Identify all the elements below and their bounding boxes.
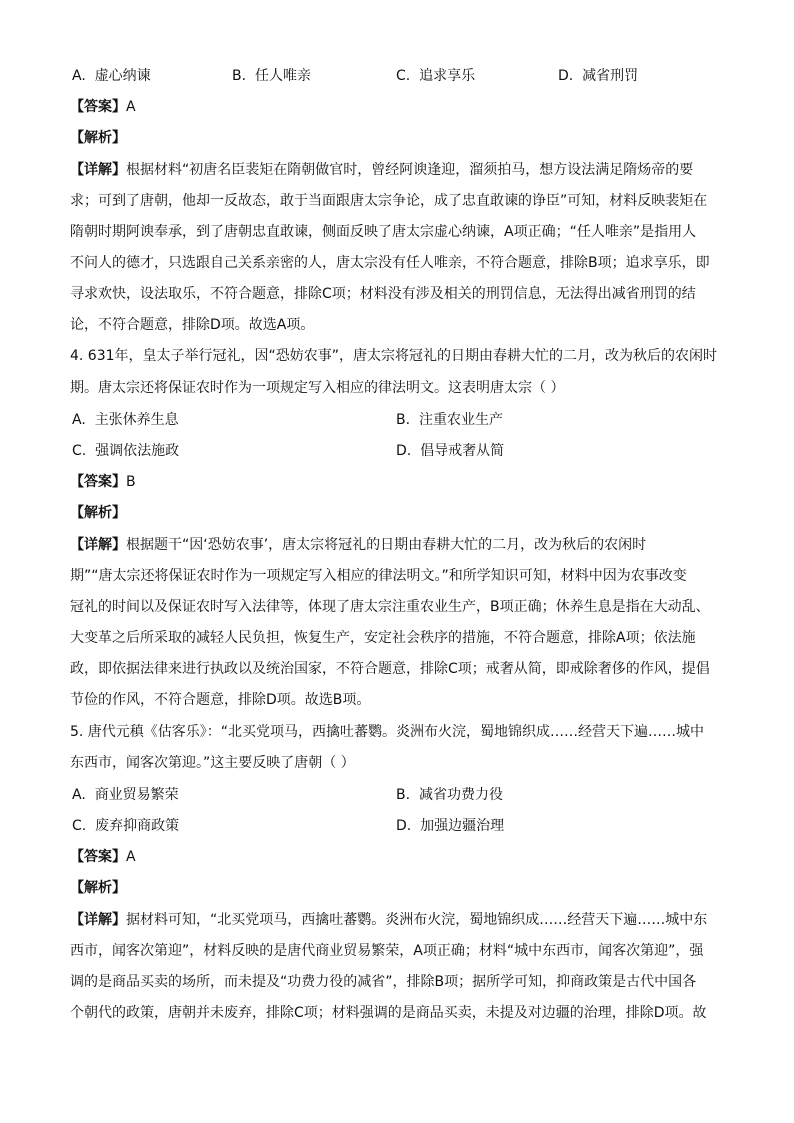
q3-detail-line-6: 论，不符合题意，排除D项。故选A项。 xyxy=(70,317,315,333)
option-letter: B. xyxy=(396,787,411,803)
detail-label: 【详解】 xyxy=(70,162,126,178)
q5-option-d xyxy=(396,816,504,836)
q4-analysis-label xyxy=(70,503,730,523)
q3-detail-line-3: 隋朝时期阿谀奉承，到了唐朝忠直敢谏，侧面反映了唐太宗虚心纳谏，A项正确；“任人唯亲”是指用人 xyxy=(70,224,697,240)
option-letter: C. xyxy=(396,68,411,84)
option-text: 注重农业生产 xyxy=(418,412,503,428)
q3-analysis-label xyxy=(70,128,730,148)
detail-text: 据材料可知，“北买党项马，西擒吐蕃鹦。炎洲布火浣，蜀地锦织成……经营天下遍……城中东 xyxy=(126,912,708,928)
answer-label: 【答案】 xyxy=(70,849,126,865)
q4-option-c xyxy=(72,441,179,461)
option-letter: B. xyxy=(396,412,411,428)
option-text: 强调依法施政 xyxy=(95,443,180,459)
q5-detail-line-3: 调的是商品买卖的场所，而未提及“功费力役的减省”，排除B项；据所学可知，抑商政策是古代中国各 xyxy=(70,974,697,990)
option-text: 虚心纳谏 xyxy=(94,68,151,84)
answer-label: 【答案】 xyxy=(70,99,126,115)
detail-label: 【详解】 xyxy=(70,537,126,553)
q4-detail-line-3: 冠礼的时间以及保证农时写入法律等，体现了唐太宗注重农业生产，B项正确；休养生息是指在大动乱、 xyxy=(70,599,710,615)
q3-option-c xyxy=(396,66,475,86)
q5-detail-line-2: 西市，闻客次第迎”，材料反映的是唐代商业贸易繁荣，A项正确；材料“城中东西市，闻客次第迎”，强 xyxy=(70,943,704,959)
option-letter: B. xyxy=(232,68,247,84)
detail-text: 根据题干“因‘恐妨农事’，唐太宗将冠礼的日期由春耕大忙的二月，改为秋后的农闲时 xyxy=(126,537,647,553)
q4-answer xyxy=(70,472,730,492)
option-text: 商业贸易繁荣 xyxy=(94,787,179,803)
q3-option-a xyxy=(72,66,151,86)
option-letter: D. xyxy=(396,443,412,459)
q5-detail-line-1 xyxy=(70,910,730,930)
q4-option-d xyxy=(396,441,504,461)
option-text: 主张休养生息 xyxy=(94,412,179,428)
answer-label: 【答案】 xyxy=(70,474,126,490)
analysis-label: 【解析】 xyxy=(70,880,126,896)
analysis-label: 【解析】 xyxy=(70,130,126,146)
option-letter: C. xyxy=(72,443,87,459)
option-letter: A. xyxy=(72,787,86,803)
q3-option-d xyxy=(558,66,638,86)
q5-option-b xyxy=(396,785,503,805)
option-letter: D. xyxy=(396,818,412,834)
q5-answer xyxy=(70,847,730,867)
answer-value: A xyxy=(126,849,136,865)
q4-detail-line-6: 节俭的作风，不符合题意，排除D项。故选B项。 xyxy=(70,692,371,708)
option-text: 加强边疆治理 xyxy=(420,818,505,834)
q4-detail-line-5: 政，即依据法律来进行执政以及统治国家，不符合题意，排除C项；戒奢从简，即戒除奢侈的作风，提倡 xyxy=(70,661,710,677)
option-letter: C. xyxy=(72,818,87,834)
option-text: 减省刑罚 xyxy=(582,68,639,84)
analysis-label: 【解析】 xyxy=(70,505,126,521)
q5-analysis-label xyxy=(70,878,730,898)
q3-detail-line-2: 求；可到了唐朝，他却一反故态，敢于当面跟唐太宗争论，成了忠直敢谏的诤臣”可知，材料反映裴矩在 xyxy=(70,193,708,209)
detail-label: 【详解】 xyxy=(70,912,126,928)
q5-detail-line-4: 个朝代的政策，唐朝并未废弃，排除C项；材料强调的是商品买卖，未提及对边疆的治理，排除D项。故 xyxy=(70,1005,707,1021)
q4-stem-line-2: 期。唐太宗还将保证农时作为一项规定写入相应的律法明文。这表明唐太宗（ ） xyxy=(70,380,565,396)
option-text: 减省功费力役 xyxy=(418,787,503,803)
q3-detail-line-1 xyxy=(70,160,730,180)
q5-option-c xyxy=(72,816,179,836)
option-text: 任人唯亲 xyxy=(254,68,311,84)
q3-option-b xyxy=(232,66,311,86)
q5-stem-line-1: 5. 唐代元稹《估客乐》：“北买党项马，西擒吐蕃鹦。炎洲布火浣，蜀地锦织成……经营天下遍……城中 xyxy=(70,724,705,740)
detail-text: 根据材料“初唐名臣裴矩在隋朝做官时，曾经阿谀逢迎，溜须拍马，想方设法满足隋炀帝的要 xyxy=(126,162,694,178)
option-letter: D. xyxy=(558,68,574,84)
q4-option-b xyxy=(396,410,503,430)
answer-value: B xyxy=(126,474,136,490)
q3-detail-line-5: 寻求欢快，设法取乐，不符合题意，排除C项；材料没有涉及相关的刑罚信息，无法得出减省刑罚的结 xyxy=(70,286,696,302)
q4-stem-line-1: 4. 631年，皇太子举行冠礼，因“恐妨农事”，唐太宗将冠礼的日期由春耕大忙的二月，改为秋后的农闲时 xyxy=(70,348,718,364)
q3-answer xyxy=(70,97,730,117)
q5-stem-line-2: 东西市，闻客次第迎。”这主要反映了唐朝（ ） xyxy=(70,755,355,771)
answer-value: A xyxy=(126,99,136,115)
q4-detail-line-1 xyxy=(70,535,730,555)
q4-option-a xyxy=(72,410,179,430)
option-letter: A. xyxy=(72,68,86,84)
q4-detail-line-4: 大变革之后所采取的减轻人民负担，恢复生产，安定社会秩序的措施，不符合题意，排除A项；依法施 xyxy=(70,630,696,646)
option-text: 倡导戒奢从简 xyxy=(420,443,505,459)
option-text: 废弃抑商政策 xyxy=(95,818,180,834)
q5-option-a xyxy=(72,785,179,805)
q4-detail-line-2: 期”“唐太宗还将保证农时作为一项规定写入相应的律法明文。”和所学知识可知，材料中因为农事改变 xyxy=(70,568,687,584)
option-text: 追求享乐 xyxy=(419,68,476,84)
option-letter: A. xyxy=(72,412,86,428)
q3-detail-line-4: 不问人的德才，只选跟自己关系亲密的人，唐太宗没有任人唯亲，不符合题意，排除B项；追求享乐，即 xyxy=(70,255,710,271)
